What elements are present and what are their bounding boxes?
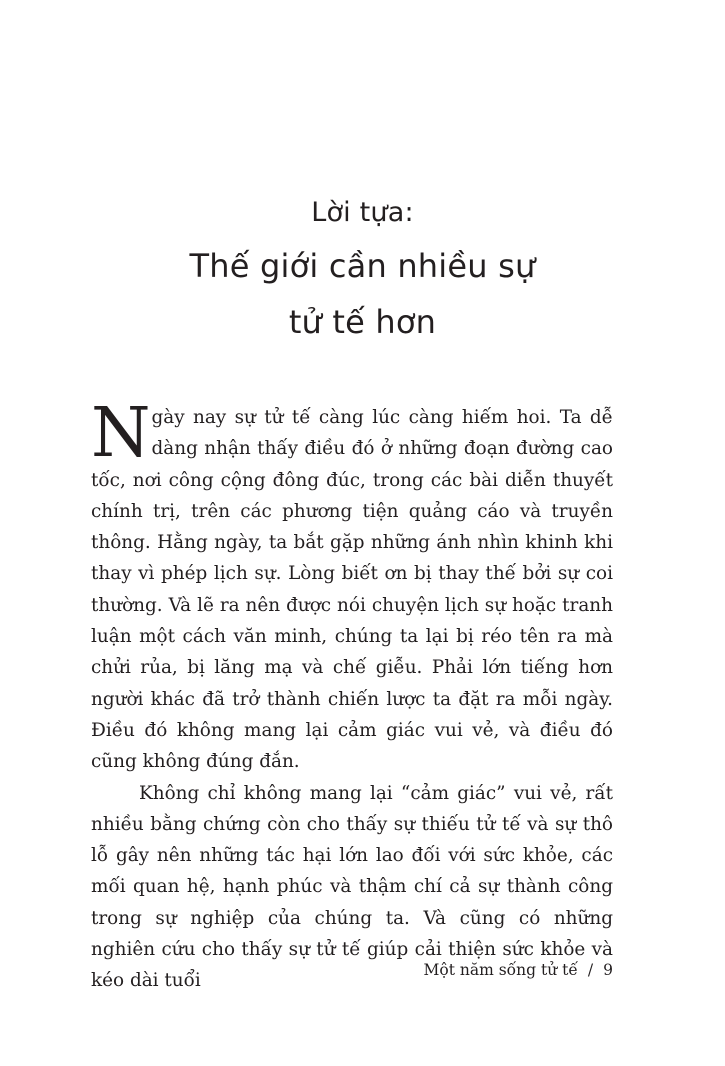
paragraph-1	[91, 394, 613, 778]
running-title: Một năm sống tử tế	[423, 961, 578, 979]
paragraph-1-text: gày nay sự tử tế càng lúc càng hiếm hoi. Ta dễ dàng nhận thấy điều đó ở những đoạn đường cao tốc, nơi công cộng đông đúc, trong các bài diễn thuyết chính trị, trên các phương tiện quảng cáo và truyền thông. Hằng ngày, ta bắt gặp những ánh nhìn khinh khi thay vì phép lịch sự. Lòng biết ơn bị thay thế bởi sự coi thường. Và lẽ ra nên được nói chuyện lịch sự hoặc tranh luận một cách văn minh, chúng ta lại bị réo tên ra mà chửi rủa, bị lăng mạ và chế giễu. Phải lớn tiếng hơn người khác đã trở thành chiến lược ta đặt ra mỗi ngày. Điều đó không mang lại cảm giác vui vẻ, và điều đó cũng không đúng đắn.	[91, 407, 613, 773]
paragraph-2: Không chỉ không mang lại “cảm giác” vui vẻ, rất nhiều bằng chứng còn cho thấy sự thiếu tử tế và sự thô lỗ gây nên những tác hại lớn lao đối với sức khỏe, các mối quan hệ, hạnh phúc và thậm chí cả sự thành công trong sự nghiệp của chúng ta. Và cũng có những nghiên cứu cho thấy sự tử tế giúp cải thiện sức khỏe và kéo dài tuổi	[91, 782, 613, 992]
page-footer	[424, 961, 614, 979]
drop-cap: N	[91, 394, 151, 473]
heading-line-1: Lời tựa:	[311, 197, 414, 228]
footer-separator: /	[587, 961, 594, 979]
body-text	[91, 394, 613, 997]
heading-line-2: Thế giới cần nhiều sự	[189, 247, 536, 285]
heading-line-3: tử tế hơn	[288, 303, 437, 341]
page-number: 9	[603, 961, 613, 979]
chapter-heading	[0, 190, 725, 348]
